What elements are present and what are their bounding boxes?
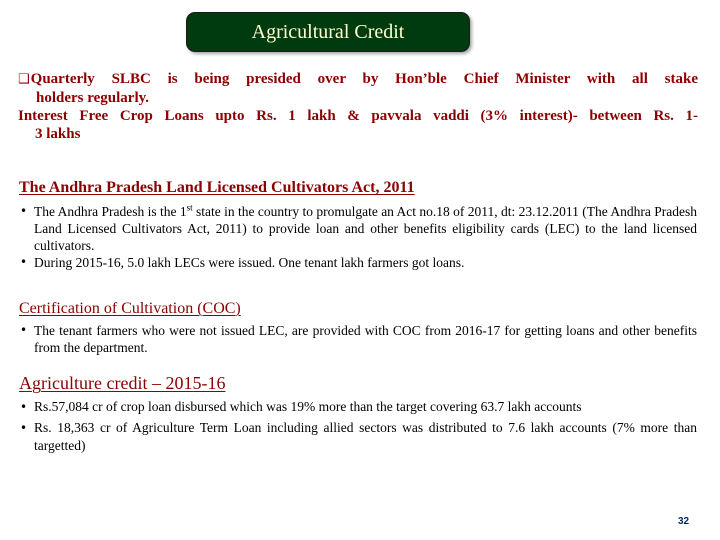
licensed-cultivators-list [19,203,697,271]
list-item [19,254,697,271]
intro-line-1-text: Quarterly SLBC is being presided over by Hon’ble Chief Minister with all stake [30,71,698,87]
bullet-icon: • [20,421,28,435]
bullet-icon: • [20,204,28,218]
intro-line-3: Interest Free Crop Loans upto Rs. 1 lakh & pavvala vaddi (3% interest)- between Rs. 1- [18,108,698,124]
bullet-icon: • [20,400,28,414]
page-title: Agricultural Credit [251,20,405,43]
coc-list [19,322,697,356]
bullet-icon: • [20,255,28,269]
list-item-text: Rs. 18,363 cr of Agriculture Term Loan including allied sectors was distributed to 7.6 lakh accounts (7% more than targetted) [34,420,697,453]
section-heading-licensed-cultivators: The Andhra Pradesh Land Licensed Cultivators Act, 2011 [19,179,415,196]
intro-line-4: 3 lakhs [35,126,81,142]
intro-line-2: holders regularly. [36,90,150,106]
list-item [19,322,697,356]
list-item-text: Rs.57,084 cr of crop loan disbursed which was 19% more than the target covering 63.7 lakh accounts [34,399,582,414]
list-item-text: The Andhra Pradesh is the 1st state in the country to promulgate an Act no.18 of 2011, dt: 23.12.2011 (The Andhra Pradesh Land Licensed Cultivators Act, 2011) to provide loan and other benefits eligibility cards (LEC) to the land licensed cultivators. [34,202,698,253]
list-item [19,398,697,416]
page-number: 32 [678,516,690,527]
section-heading-agriculture-credit: Agriculture credit – 2015-16 [19,373,226,393]
bullet-icon: • [20,323,28,337]
section-heading-coc: Certification of Cultivation (COC) [19,300,241,317]
agriculture-credit-list [19,398,697,455]
list-item-text: During 2015-16, 5.0 lakh LECs were issued. One tenant lakh farmers got loans. [34,255,465,270]
intro-paragraph [18,70,698,143]
title-banner [186,12,470,52]
intro-line-1 [18,70,698,89]
square-bullet-icon: ❑ [18,72,30,87]
list-item [19,203,697,254]
list-item [19,419,697,455]
list-item-text: The tenant farmers who were not issued LEC, are provided with COC from 2016-17 for getting loans and other benefits from the department. [34,323,697,355]
